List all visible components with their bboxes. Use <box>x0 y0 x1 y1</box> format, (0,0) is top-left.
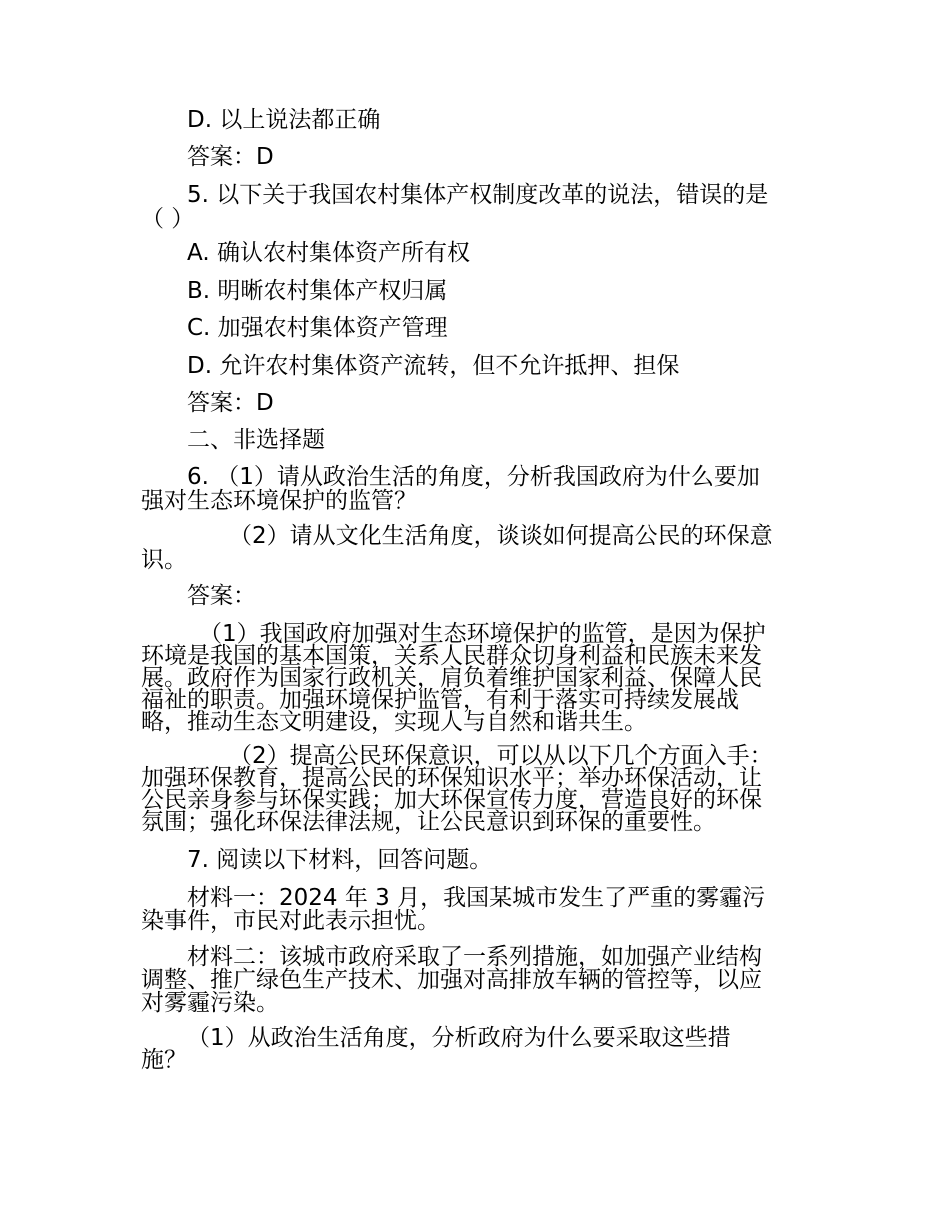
q6-part2-line1: （2）请从文化生活角度，谈谈如何提高公民的环保意 <box>229 523 773 549</box>
q7-material2-line2: 调整、推广绿色生产技术、加强对高排放车辆的管控等，以应 <box>141 967 762 993</box>
q4-option-d: D. 以上说法都正确 <box>187 107 381 133</box>
q7-material1-line1: 材料一：2024 年 3 月，我国某城市发生了严重的雾霾污 <box>187 885 766 911</box>
q7-material1-line2: 染事件，市民对此表示担忧。 <box>141 908 440 934</box>
q7-material2-line1: 材料二：该城市政府采取了一系列措施，如加强产业结构 <box>187 944 762 970</box>
q6-answer1-line4: 福祉的职责。加强环境保护监管，有利于落实可持续发展战 <box>141 687 739 713</box>
q6-answer2-line2: 加强环保教育，提高公民的环保知识水平；举办环保活动，让 <box>141 765 762 791</box>
q6-answer2-line3: 公民亲身参与环保实践；加大环保宣传力度，营造良好的环保 <box>141 787 762 813</box>
q5-stem-line1: 5. 以下关于我国农村集体产权制度改革的说法，错误的是 <box>187 182 769 208</box>
q6-answer1-line3: 展。政府作为国家行政机关，肩负着维护国家利益、保障人民 <box>141 665 762 691</box>
q7-part1-line1: （1）从政治生活角度，分析政府为什么要采取这些措 <box>187 1025 731 1051</box>
q7-part1-line2: 施？ <box>141 1047 187 1073</box>
q7-stem: 7. 阅读以下材料，回答问题。 <box>187 847 493 873</box>
q6-answer1-line2: 环境是我国的基本国策，关系人民群众切身利益和民族未来发 <box>141 643 762 669</box>
q6-answer1-line1: （1）我国政府加强对生态环境保护的监管，是因为保护 <box>199 621 766 647</box>
q7-material2-line3: 对雾霾污染。 <box>141 990 279 1016</box>
section-heading: 二、非选择题 <box>187 427 325 453</box>
q4-answer: 答案：D <box>187 144 274 170</box>
q5-option-b: B. 明晰农村集体产权归属 <box>187 278 448 304</box>
q5-stem-line2: （ ） <box>141 206 195 232</box>
q6-answer-label: 答案： <box>187 583 256 609</box>
q6-answer2-line4: 氛围；强化环保法律法规，让公民意识到环保的重要性。 <box>141 809 716 835</box>
q5-option-a: A. 确认农村集体资产所有权 <box>187 240 470 266</box>
q6-part1-line2: 强对生态环境保护的监管？ <box>141 488 417 514</box>
q5-option-c: C. 加强农村集体资产管理 <box>187 315 448 341</box>
q5-answer: 答案：D <box>187 390 274 416</box>
q6-answer1-line5: 略，推动生态文明建设，实现人与自然和谐共生。 <box>141 709 647 735</box>
q6-part1-line1: 6. （1）请从政治生活的角度，分析我国政府为什么要加 <box>187 464 760 490</box>
q6-answer2-line1: （2）提高公民环保意识，可以从以下几个方面入手： <box>229 743 773 769</box>
q5-option-d: D. 允许农村集体资产流转，但不允许抵押、担保 <box>187 353 680 379</box>
q6-part2-line2: 识。 <box>141 547 187 573</box>
